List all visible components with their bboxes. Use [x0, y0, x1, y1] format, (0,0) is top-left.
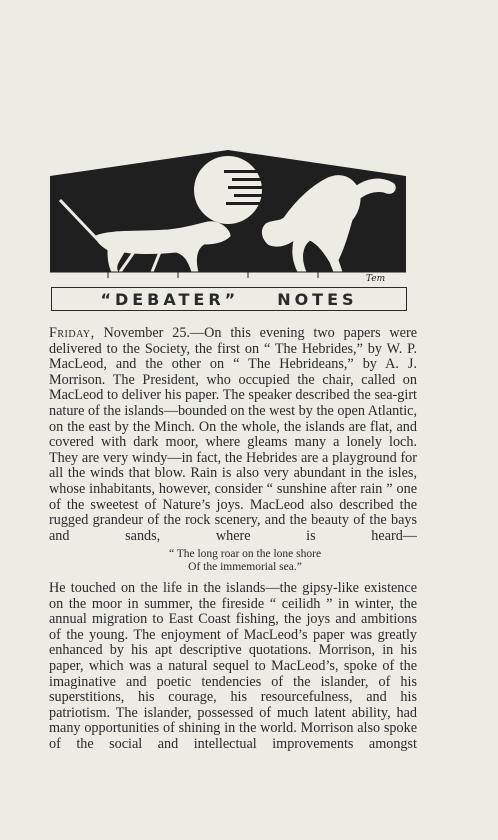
quote-line-2: Of the immemorial sea.” — [188, 561, 302, 573]
poem-quote — [120, 548, 370, 574]
paragraph-1-text: November 25.—On this evening two papers were delivered to the Society, the first on “ The Hebrides,” by W. P. MacLeod, and the other on “ The Hebrideans,” by A. J. Morrison. The President, who occupied the chair, called on MacLeod to deliver his paper. The speaker described the sea-girt nature of the islands—bounded on the west by the open Atlantic, on the east by the Minch. On the whole, the islands are flat, and covered with dark moor, where gleams many a lonely loch. They are very windy—in fact, the Hebrides are a playground for all the winds that blow. Rain is also very abundant in the isles, whose inhabitants, however, consider “ sunshine after rain ” one of the sweetest of Nature’s joys. MacLeod also described the rugged grandeur of the rock scenery, and the beauty of the bays and sands, where is heard— — [49, 325, 417, 544]
section-title-left: “DEBATER” — [100, 289, 240, 309]
moon-icon — [194, 156, 262, 224]
section-title-banner — [51, 287, 407, 311]
section-title-right: NOTES — [277, 289, 358, 309]
quote-line-1: “ The long roar on the lone shore — [168, 548, 322, 560]
paragraph-2 — [49, 581, 417, 753]
wall — [50, 272, 406, 278]
paragraph-1-lead: Friday, — [49, 325, 95, 341]
artist-signature: Tem — [366, 274, 386, 284]
paragraph-2-text: He touched on the life in the islands—the gipsy-like existence on the moor in summer, the fireside “ ceilidh ” in winter, the annual migration to East Coast fishing, the joys and ambitions of the young. The enjoyment of MacLeod’s paper was greatly enhanced by his apt descriptive quotations. Morrison, in his paper, which was a natural sequel to MacLeod’s, spoke of the imaginative and poetic tendencies of the islander, of his superstitions, his courage, his resourcefulness, and his patriotism. The islander, possessed of much latent ability, had many opportunities of shining in the world. Morrison also spoke of the social and intellectual improvements amongst — [49, 580, 417, 752]
paragraph-1 — [49, 326, 417, 544]
